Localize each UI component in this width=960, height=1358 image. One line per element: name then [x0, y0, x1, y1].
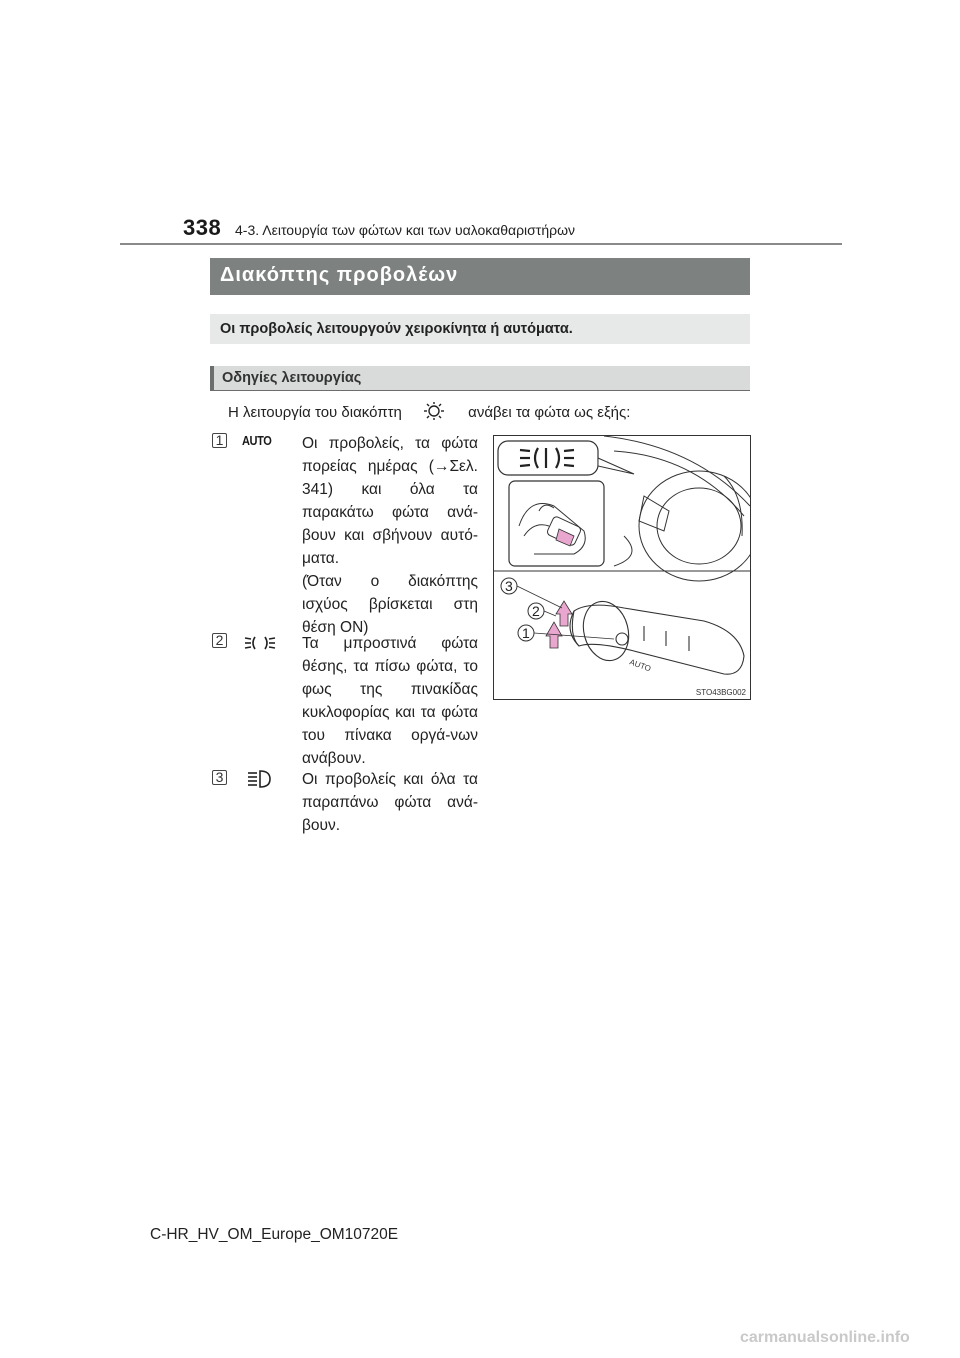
figure-callout-3: 3 — [505, 578, 513, 594]
header-divider — [120, 243, 842, 245]
operation-sentence — [228, 401, 630, 421]
figure-callout-2: 2 — [532, 603, 540, 619]
figure-auto-label: AUTO — [628, 657, 653, 674]
document-code: C-HR_HV_OM_Europe_OM10720E — [150, 1226, 399, 1243]
callout-bubble-top — [498, 441, 598, 475]
auto-icon-label: AUTO — [242, 433, 272, 448]
item-number-2: 2 — [212, 633, 227, 648]
item-2-description — [302, 632, 478, 770]
intro-text: Οι προβολείς λειτουργούν χειροκίνητα ή αυτόματα. — [220, 321, 573, 337]
chapter-title: 4-3. Λειτουργία των φώτων και των υαλοκαθαριστήρων — [235, 222, 576, 238]
subsection-title: Οδηγίες λειτουργίας — [222, 370, 362, 386]
arrow-up-upper — [556, 601, 572, 626]
headlight-switch-figure — [493, 435, 751, 700]
parking-lights-icon — [243, 632, 277, 654]
section-title: Διακόπτης προβολέων — [220, 264, 459, 286]
item-1-note: (Όταν ο διακόπτης ισχύος βρίσκεται στη θέση ON) — [302, 573, 478, 636]
subsection-marker — [210, 366, 214, 390]
subsection-header — [210, 366, 750, 391]
operation-text-before: Η λειτουργία του διακόπτη — [228, 404, 402, 421]
figure-parking-lights-icon — [520, 448, 574, 468]
inset-hand-box — [509, 481, 604, 566]
item-1-description — [302, 432, 478, 639]
figure-illustration — [494, 436, 750, 699]
item-number-1: 1 — [212, 433, 227, 448]
operation-text-after: ανάβει τα φώτα ως εξής: — [468, 404, 631, 421]
watermark: carmanualsonline.info — [740, 1329, 910, 1346]
item-3-description — [302, 768, 478, 837]
item-2-text: Τα μπροστινά φώτα θέσης, τα πίσω φώτα, το φως της πινακίδας κυκλοφορίας και τα φώτα του πίνακα οργά-νων ανάβουν. — [302, 635, 478, 767]
page-number: 338 — [183, 215, 222, 240]
item-number-3: 3 — [212, 770, 227, 785]
item-3-text: Οι προβολείς και όλα τα παραπάνω φώτα ανά-βουν. — [302, 771, 478, 834]
item-1-text: Οι προβολείς, τα φώτα πορείας ημέρας (→Σελ. 341) και όλα τα παρακάτω φώτα ανά-βουν και σβήνουν αυτό-ματα. — [302, 435, 478, 567]
figure-callout-1: 1 — [522, 625, 530, 641]
intro-box — [210, 314, 750, 344]
light-switch-icon — [416, 401, 452, 421]
section-banner — [210, 258, 750, 295]
figure-code: STO43BG002 — [695, 688, 746, 697]
headlights-icon — [246, 767, 276, 791]
